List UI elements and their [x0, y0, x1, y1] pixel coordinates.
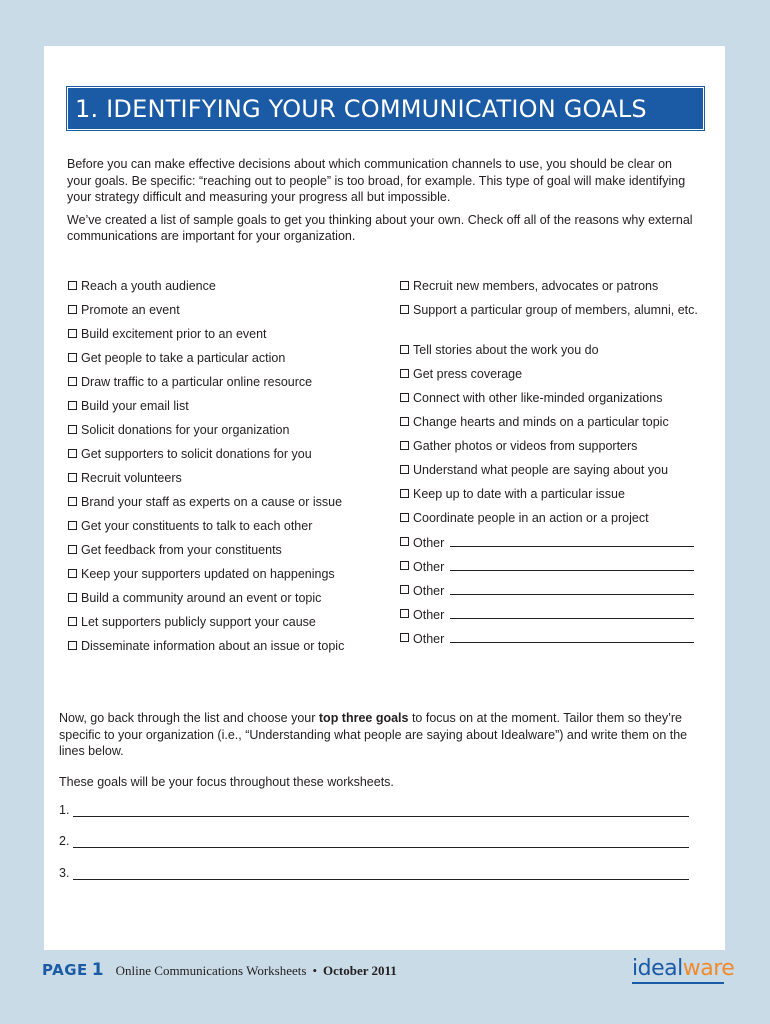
checkbox[interactable] — [400, 417, 409, 426]
checkbox[interactable] — [68, 545, 77, 554]
idealware-logo — [632, 956, 734, 981]
checkbox[interactable] — [68, 497, 77, 506]
goal-label: Brand your staff as experts on a cause or issue — [81, 495, 343, 509]
worksheet-page — [44, 46, 725, 950]
checkbox[interactable] — [68, 377, 77, 386]
goal-item[interactable] — [399, 366, 709, 390]
checkbox[interactable] — [400, 537, 409, 546]
checkbox[interactable] — [68, 281, 77, 290]
goal-label: Understand what people are saying about you — [413, 463, 669, 477]
checkbox[interactable] — [68, 449, 77, 458]
goal-label: Change hearts and minds on a particular topic — [413, 415, 669, 429]
closing-text — [59, 710, 699, 790]
checkbox[interactable] — [68, 641, 77, 650]
goal-label: Build excitement prior to an event — [81, 327, 267, 341]
goal-number: 1. — [59, 803, 70, 817]
goal-item[interactable] — [399, 302, 709, 342]
goal-item[interactable] — [67, 326, 382, 350]
goal-label: Promote an event — [81, 303, 180, 317]
goal-label: Get your constituents to talk to each other — [81, 519, 313, 533]
doc-title: Online Communications Worksheets — [115, 963, 307, 978]
other-goal-item[interactable] — [399, 630, 709, 654]
closing-text-before: Now, go back through the list and choose your — [59, 711, 319, 725]
goal-item[interactable] — [67, 278, 382, 302]
checkbox[interactable] — [400, 633, 409, 642]
other-label: Other — [413, 608, 445, 622]
logo-part-ware: ware — [682, 956, 735, 981]
write-in-line[interactable] — [73, 835, 689, 848]
goal-item[interactable] — [67, 374, 382, 398]
goal-label: Get press coverage — [413, 367, 523, 381]
other-label: Other — [413, 536, 445, 550]
goal-item[interactable] — [67, 350, 382, 374]
checkbox[interactable] — [68, 473, 77, 482]
checkbox[interactable] — [400, 441, 409, 450]
other-write-in-line[interactable] — [450, 606, 694, 619]
goal-label: Get feedback from your constituents — [81, 543, 282, 557]
goal-label: Build your email list — [81, 399, 189, 413]
logo-part-ideal: ideal — [632, 956, 683, 981]
checkbox[interactable] — [400, 585, 409, 594]
write-in-line[interactable] — [73, 867, 689, 880]
other-label: Other — [413, 584, 445, 598]
section-title: 1. IDENTIFYING YOUR COMMUNICATION GOALS — [67, 87, 704, 130]
page-number: 1 — [91, 960, 104, 980]
doc-date: October 2011 — [323, 963, 397, 978]
goal-item[interactable] — [67, 446, 382, 470]
closing-text-after: to focus on at the moment. Tailor them so they’re specific to your organization (i.e., “Understanding what people are saying about Idealware”) and write them on the lines below. — [59, 711, 688, 758]
closing-paragraph-2: These goals will be your focus throughout these worksheets. — [59, 774, 394, 789]
goal-item[interactable] — [67, 302, 382, 326]
top-goal-line-2[interactable] — [59, 834, 689, 848]
top-goal-line-1[interactable] — [59, 803, 689, 817]
goal-label: Tell stories about the work you do — [413, 343, 599, 357]
checkbox[interactable] — [68, 305, 77, 314]
page-label: PAGE — [42, 961, 88, 979]
write-in-line[interactable] — [73, 804, 689, 817]
goal-item[interactable] — [67, 494, 382, 518]
goal-checklist-right — [399, 278, 709, 654]
other-label: Other — [413, 560, 445, 574]
goal-checklist-left — [67, 278, 382, 662]
goal-label: Get people to take a particular action — [81, 351, 286, 365]
goal-label: Recruit volunteers — [81, 471, 182, 485]
goal-item[interactable] — [67, 518, 382, 542]
goal-label: Keep your supporters updated on happenings — [81, 567, 335, 581]
goal-item[interactable] — [399, 414, 709, 438]
checkbox[interactable] — [400, 393, 409, 402]
other-write-in-line[interactable] — [450, 582, 694, 595]
checkbox[interactable] — [68, 521, 77, 530]
goal-label: Solicit donations for your organization — [81, 423, 290, 437]
bullet-separator: • — [312, 963, 318, 978]
other-goal-item[interactable] — [399, 606, 709, 630]
checkbox[interactable] — [68, 401, 77, 410]
other-write-in-line[interactable] — [450, 630, 694, 643]
checkbox[interactable] — [68, 593, 77, 602]
checkbox[interactable] — [68, 569, 77, 578]
checkbox[interactable] — [400, 489, 409, 498]
goal-label: Disseminate information about an issue or topic — [81, 639, 345, 653]
checkbox[interactable] — [400, 609, 409, 618]
logo-underline — [632, 982, 724, 984]
checkbox[interactable] — [400, 281, 409, 290]
checkbox[interactable] — [68, 353, 77, 362]
intro-paragraph-1: Before you can make effective decisions about which communication channels to use, you should be clear on your goals. Be specific: “reaching out to people” is too broad, for example. This type of goal will make identifying your strategy difficult and measuring your progress all but impossible. — [67, 157, 686, 204]
footer-doc-info — [116, 963, 397, 979]
goal-label: Get supporters to solicit donations for you — [81, 447, 312, 461]
goal-item[interactable] — [67, 542, 382, 566]
goal-item[interactable] — [399, 390, 709, 414]
goal-label: Build a community around an event or topic — [81, 591, 322, 605]
goal-item[interactable] — [399, 462, 709, 486]
checkbox[interactable] — [400, 369, 409, 378]
goal-label: Let supporters publicly support your cause — [81, 615, 316, 629]
other-goal-item[interactable] — [399, 534, 709, 558]
page-footer — [42, 960, 397, 980]
checkbox[interactable] — [400, 513, 409, 522]
other-write-in-line[interactable] — [450, 534, 694, 547]
goal-item[interactable] — [67, 638, 382, 662]
checkbox[interactable] — [68, 425, 77, 434]
checkbox[interactable] — [68, 329, 77, 338]
goal-item[interactable] — [399, 510, 709, 534]
other-goal-item[interactable] — [399, 558, 709, 582]
goal-item[interactable] — [67, 398, 382, 422]
other-goal-item[interactable] — [399, 582, 709, 606]
goal-item[interactable] — [67, 470, 382, 494]
top-goal-line-3[interactable] — [59, 866, 689, 880]
goal-item[interactable] — [67, 590, 382, 614]
other-label: Other — [413, 632, 445, 646]
other-write-in-line[interactable] — [450, 558, 694, 571]
goal-item[interactable] — [67, 614, 382, 638]
goal-item[interactable] — [67, 566, 382, 590]
goal-label: Draw traffic to a particular online resource — [81, 375, 313, 389]
goal-item[interactable] — [399, 486, 709, 510]
goal-label: Recruit new members, advocates or patrons — [413, 279, 659, 293]
checkbox[interactable] — [400, 305, 409, 314]
top-three-goals-emphasis: top three goals — [318, 711, 409, 725]
goal-label: Reach a youth audience — [81, 279, 216, 293]
goal-item[interactable] — [399, 438, 709, 462]
checkbox[interactable] — [400, 561, 409, 570]
goal-number: 2. — [59, 834, 70, 848]
goal-item[interactable] — [67, 422, 382, 446]
goal-label: Gather photos or videos from supporters — [413, 439, 638, 453]
intro-paragraph-2: We’ve created a list of sample goals to get you thinking about your own. Check off all of the reasons why external communications are important for your organization. — [67, 212, 693, 243]
goal-label: Connect with other like-minded organizations — [413, 391, 663, 405]
goal-item[interactable] — [399, 342, 709, 366]
goal-item[interactable] — [399, 278, 709, 302]
checkbox[interactable] — [400, 465, 409, 474]
goal-label: Support a particular group of members, alumni, etc. — [413, 303, 698, 317]
goal-label: Keep up to date with a particular issue — [413, 487, 625, 501]
checkbox[interactable] — [68, 617, 77, 626]
goal-label: Coordinate people in an action or a project — [413, 511, 649, 525]
closing-paragraph-1 — [59, 710, 699, 760]
intro-text — [67, 156, 697, 251]
checkbox[interactable] — [400, 345, 409, 354]
goal-number: 3. — [59, 866, 70, 880]
